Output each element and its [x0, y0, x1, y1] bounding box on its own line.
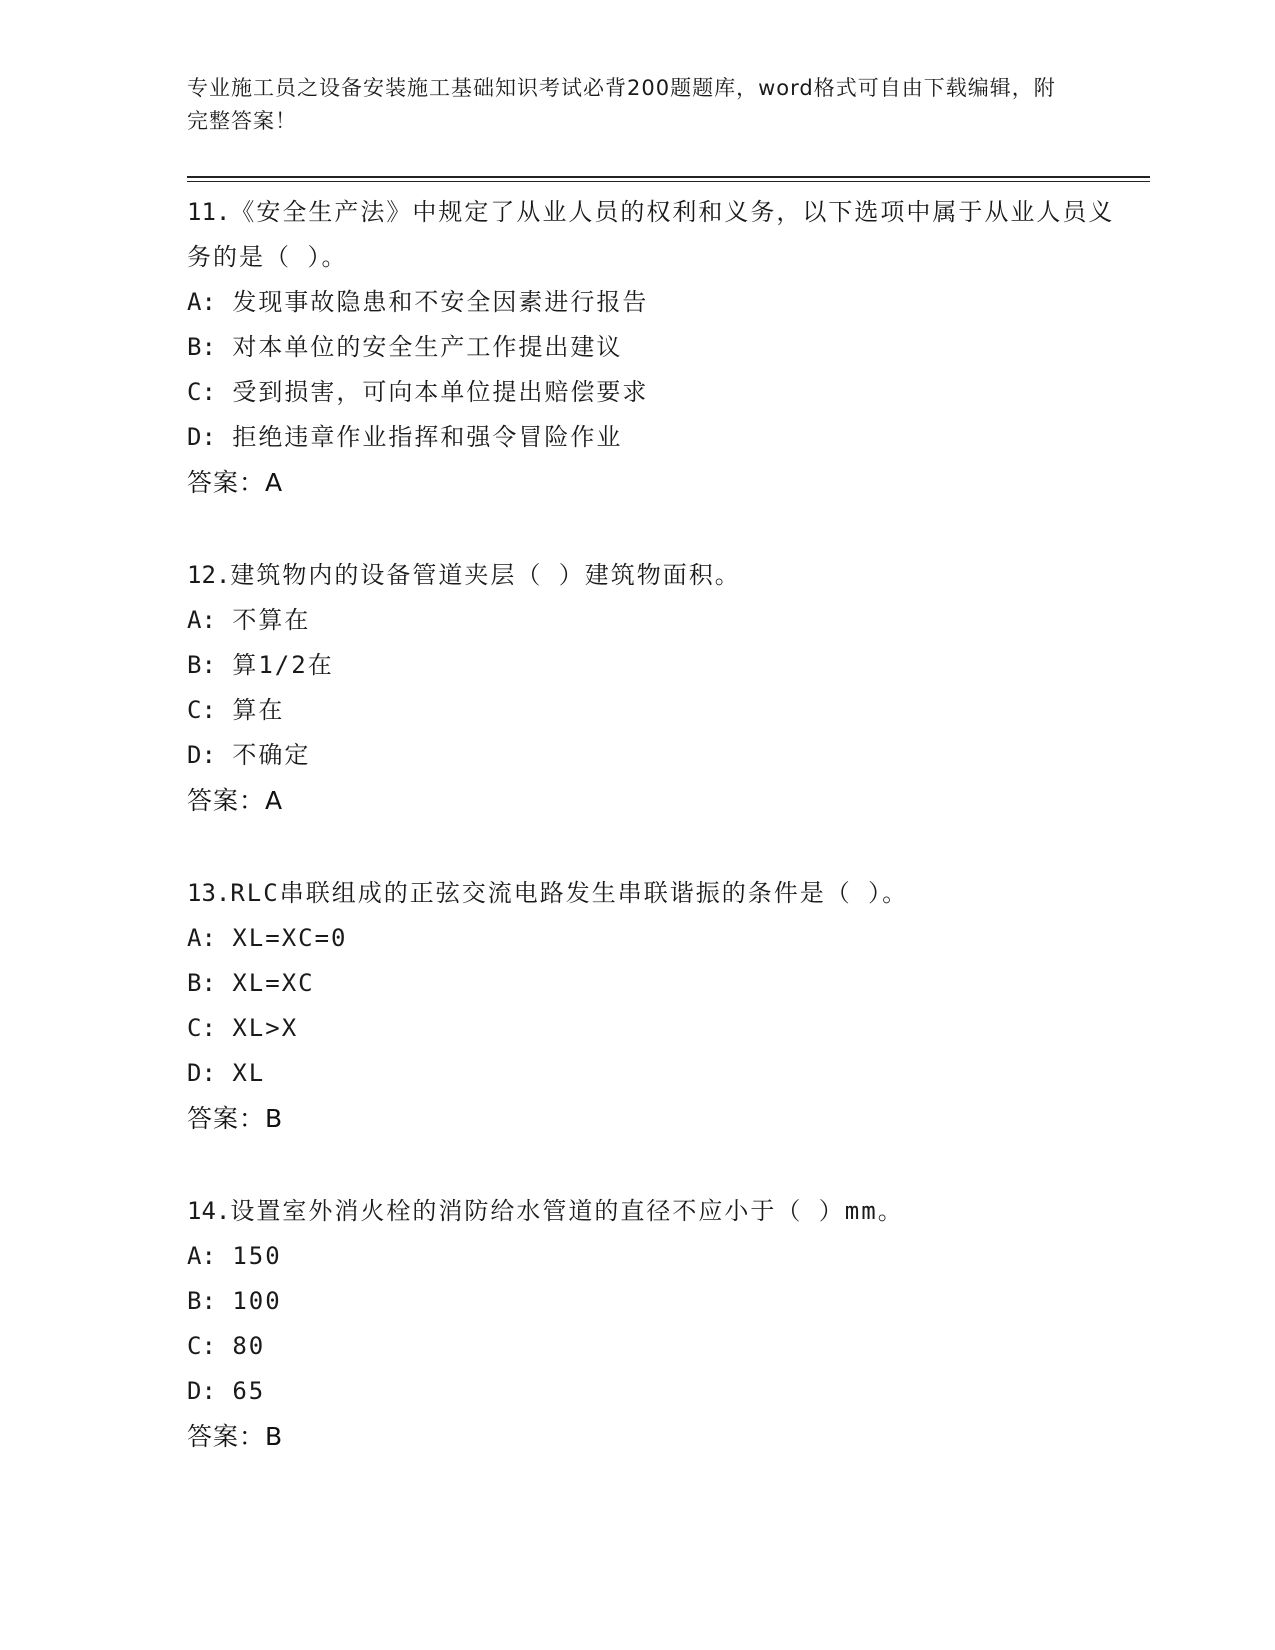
option-letter: B:	[187, 1287, 216, 1315]
option-text: 150	[232, 1242, 282, 1270]
question-stem	[187, 553, 1127, 598]
option-text: 不算在	[232, 606, 311, 634]
option-letter: C:	[187, 378, 216, 406]
question-stem	[187, 871, 1127, 916]
option-c	[187, 370, 1127, 415]
option-letter: C:	[187, 1014, 216, 1042]
option-text: XL>X	[232, 1014, 299, 1042]
option-a	[187, 280, 1127, 325]
option-text: 受到损害，可向本单位提出赔偿要求	[232, 378, 649, 406]
question-14	[187, 1189, 1127, 1459]
option-text: 发现事故隐患和不安全因素进行报告	[232, 288, 649, 316]
option-d	[187, 733, 1127, 778]
question-number: 13.	[187, 879, 231, 907]
option-text: 算在	[232, 696, 285, 724]
option-text: 100	[232, 1287, 282, 1315]
question-text: 建筑物内的设备管道夹层（ ）建筑物面积。	[230, 561, 741, 589]
option-d	[187, 1369, 1127, 1414]
option-b	[187, 325, 1127, 370]
question-text: 《安全生产法》中规定了从业人员的权利和义务，以下选项中属于从业人员义务的是（ ）。	[187, 198, 1115, 271]
answer-line: 答案：A	[187, 786, 284, 815]
option-text: XL=XC=0	[232, 924, 348, 952]
option-text: 不确定	[232, 741, 311, 769]
option-text: 对本单位的安全生产工作提出建议	[232, 333, 623, 361]
question-number: 11.	[187, 198, 231, 226]
option-d	[187, 415, 1127, 460]
question-stem	[187, 1189, 1127, 1234]
option-letter: A:	[187, 1242, 216, 1270]
option-b	[187, 643, 1127, 688]
option-text: 拒绝违章作业指挥和强令冒险作业	[232, 423, 623, 451]
question-list	[187, 190, 1127, 1507]
question-13	[187, 871, 1127, 1141]
option-text: 80	[232, 1332, 266, 1360]
option-letter: D:	[187, 423, 216, 451]
option-letter: D:	[187, 1059, 216, 1087]
option-letter: A:	[187, 924, 216, 952]
option-letter: A:	[187, 288, 216, 316]
option-letter: B:	[187, 651, 216, 679]
option-letter: D:	[187, 741, 216, 769]
option-c	[187, 688, 1127, 733]
option-c	[187, 1006, 1127, 1051]
option-text: XL=XC	[232, 969, 315, 997]
option-letter: C:	[187, 696, 216, 724]
option-a	[187, 598, 1127, 643]
option-text: XL	[232, 1059, 266, 1087]
option-letter: B:	[187, 333, 216, 361]
header-divider-thin	[187, 181, 1150, 182]
option-d	[187, 1051, 1127, 1096]
answer-line: 答案：B	[187, 1422, 284, 1451]
option-b	[187, 961, 1127, 1006]
option-text: 65	[232, 1377, 266, 1405]
answer-line: 答案：A	[187, 468, 284, 497]
option-a	[187, 1234, 1127, 1279]
question-number: 12.	[187, 561, 231, 589]
answer-line: 答案：B	[187, 1104, 284, 1133]
question-11	[187, 190, 1127, 505]
option-letter: B:	[187, 969, 216, 997]
option-a	[187, 916, 1127, 961]
question-12	[187, 553, 1127, 823]
question-text: 设置室外消火栓的消防给水管道的直径不应小于（ ）mm。	[230, 1197, 904, 1225]
option-c	[187, 1324, 1127, 1369]
question-text: RLC串联组成的正弦交流电路发生串联谐振的条件是（ ）。	[230, 879, 909, 907]
question-stem	[187, 190, 1127, 280]
option-letter: D:	[187, 1377, 216, 1405]
header-divider-thick	[187, 176, 1150, 178]
document-header: 专业施工员之设备安装施工基础知识考试必背200题题库，word格式可自由下载编辑，附完整答案！	[187, 76, 1056, 133]
option-letter: C:	[187, 1332, 216, 1360]
question-number: 14.	[187, 1197, 231, 1225]
option-b	[187, 1279, 1127, 1324]
option-text: 算1/2在	[232, 651, 334, 679]
option-letter: A:	[187, 606, 216, 634]
